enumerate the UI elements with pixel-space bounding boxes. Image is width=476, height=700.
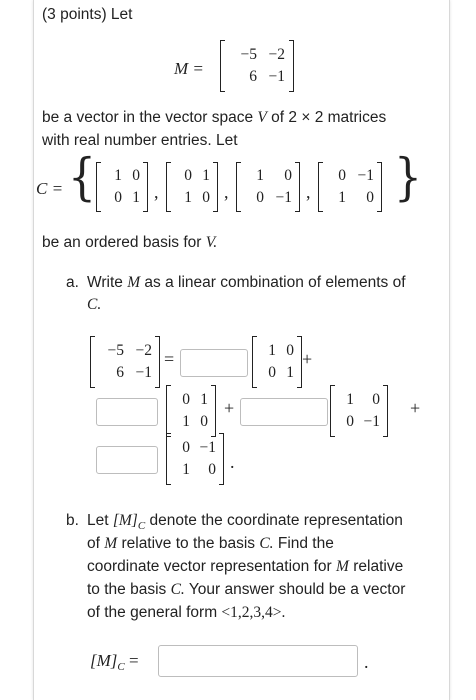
part-b-line3: coordinate vector representation for M relative — [87, 558, 404, 575]
part-b-line1: Let $[M]_C$ denote the coordinate representation — [87, 512, 403, 532]
combo-basis-4: 0 −1 1 0 — [166, 433, 224, 485]
matrix-m-cell: −5 — [240, 46, 257, 63]
question-card — [33, 0, 450, 700]
right-brace: } — [394, 148, 422, 207]
matrix-m-cell: −1 — [268, 68, 285, 85]
part-a-line2: C. — [87, 296, 102, 313]
answer-label: $[M]_C$ = — [90, 651, 139, 673]
basis-matrix-2: 0 1 1 0 — [166, 162, 218, 212]
combo-basis-3: 1 0 0 −1 — [330, 385, 388, 437]
basis-matrix-4: 0 −1 1 0 — [318, 162, 382, 212]
comma: , — [154, 182, 159, 202]
period: . — [364, 652, 369, 672]
comma: , — [306, 182, 311, 202]
part-b-line4: to the basis C. Your answer should be a vector — [87, 581, 406, 598]
matrix-m — [220, 40, 294, 92]
period: . — [230, 452, 235, 472]
answer-input[interactable] — [158, 645, 358, 677]
coeff-input-4[interactable] — [96, 446, 158, 474]
ordered-basis-line: be an ordered basis for V. — [42, 234, 218, 251]
points-header: (3 points) Let — [42, 6, 133, 23]
comma: , — [224, 182, 229, 202]
coeff-input-2[interactable] — [96, 398, 158, 426]
equals-sign: = — [164, 349, 175, 369]
matrix-m-cell: 6 — [249, 68, 257, 85]
part-a-line1: Write M as a linear combination of elements of — [87, 274, 406, 291]
part-a-prefix: a. — [66, 274, 79, 291]
part-b-prefix: b. — [66, 512, 79, 529]
plus-sign: + — [302, 349, 313, 369]
intro-line2: with real number entries. Let — [42, 132, 238, 149]
coeff-input-3[interactable] — [240, 398, 328, 426]
part-b-line2: of M relative to the basis C. Find the — [87, 535, 334, 552]
coeff-input-1[interactable] — [180, 349, 248, 377]
basis-matrix-1: 1 0 0 1 — [96, 162, 148, 212]
m-label: M = — [174, 59, 204, 78]
c-label: C = — [36, 179, 64, 198]
part-b-line5: of the general form <1,2,3,4>. — [87, 604, 286, 621]
basis-matrix-3: 1 0 0 −1 — [236, 162, 300, 212]
combo-basis-2: 0 1 1 0 — [166, 385, 216, 437]
matrix-m-cell: −2 — [268, 46, 285, 63]
combo-matrix-m: −5 −2 6 −1 — [90, 336, 160, 388]
plus-sign: + — [224, 398, 235, 418]
intro-line1: be a vector in the vector space V of 2 × 2 matrices — [42, 109, 387, 126]
left-brace: { — [68, 148, 96, 207]
plus-sign: + — [410, 398, 421, 418]
combo-basis-1: 1 0 0 1 — [252, 336, 302, 388]
